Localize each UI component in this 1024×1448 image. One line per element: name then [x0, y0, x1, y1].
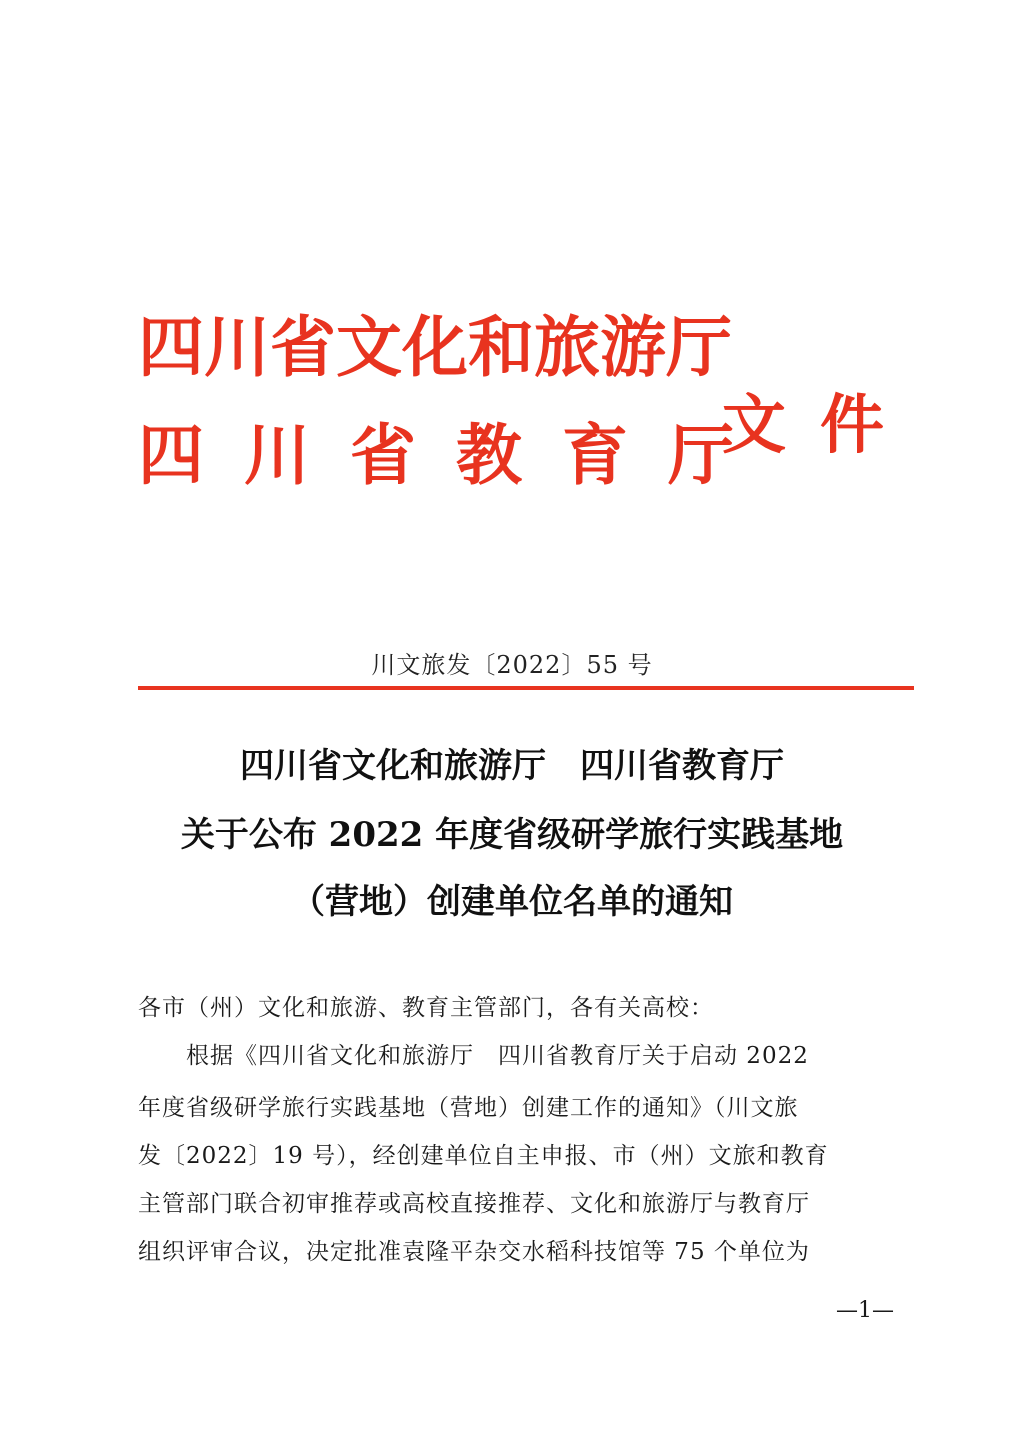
paragraph-line: 发〔2022〕19 号），经创建单位自主申报、市（州）文旅和教育: [138, 1143, 829, 1169]
title-line-2: 关于公布 2022 年度省级研学旅行实践基地: [180, 815, 844, 855]
title-line-1: 四川省文化和旅游厅 四川省教育厅: [240, 746, 784, 786]
page-number: —1—: [836, 1298, 894, 1323]
paragraph-line: 主管部门联合初审推荐或高校直接推荐、文化和旅游厅与教育厅: [138, 1191, 810, 1217]
title-line-3: （营地）创建单位名单的通知: [291, 882, 733, 922]
agency-name-education: 四川省教育厅: [138, 417, 774, 494]
document-number: 川文旅发〔2022〕55 号: [371, 651, 653, 679]
paragraph-line: 组织评审合议，决定批准袁隆平杂交水稻科技馆等 75 个单位为: [138, 1239, 810, 1265]
document-label: 文件: [722, 389, 918, 463]
issuing-agencies-header: [138, 308, 918, 518]
addressee-line: 各市（州）文化和旅游、教育主管部门，各有关高校：: [138, 995, 714, 1021]
paragraph-line: 年度省级研学旅行实践基地（营地）创建工作的通知》（川文旅: [138, 1095, 799, 1121]
agency-name-culture-tourism: 四川省文化和旅游厅: [138, 309, 732, 386]
paragraph-line: 根据《四川省文化和旅游厅 四川省教育厅关于启动 2022: [186, 1043, 809, 1069]
red-separator-line: [138, 686, 914, 690]
